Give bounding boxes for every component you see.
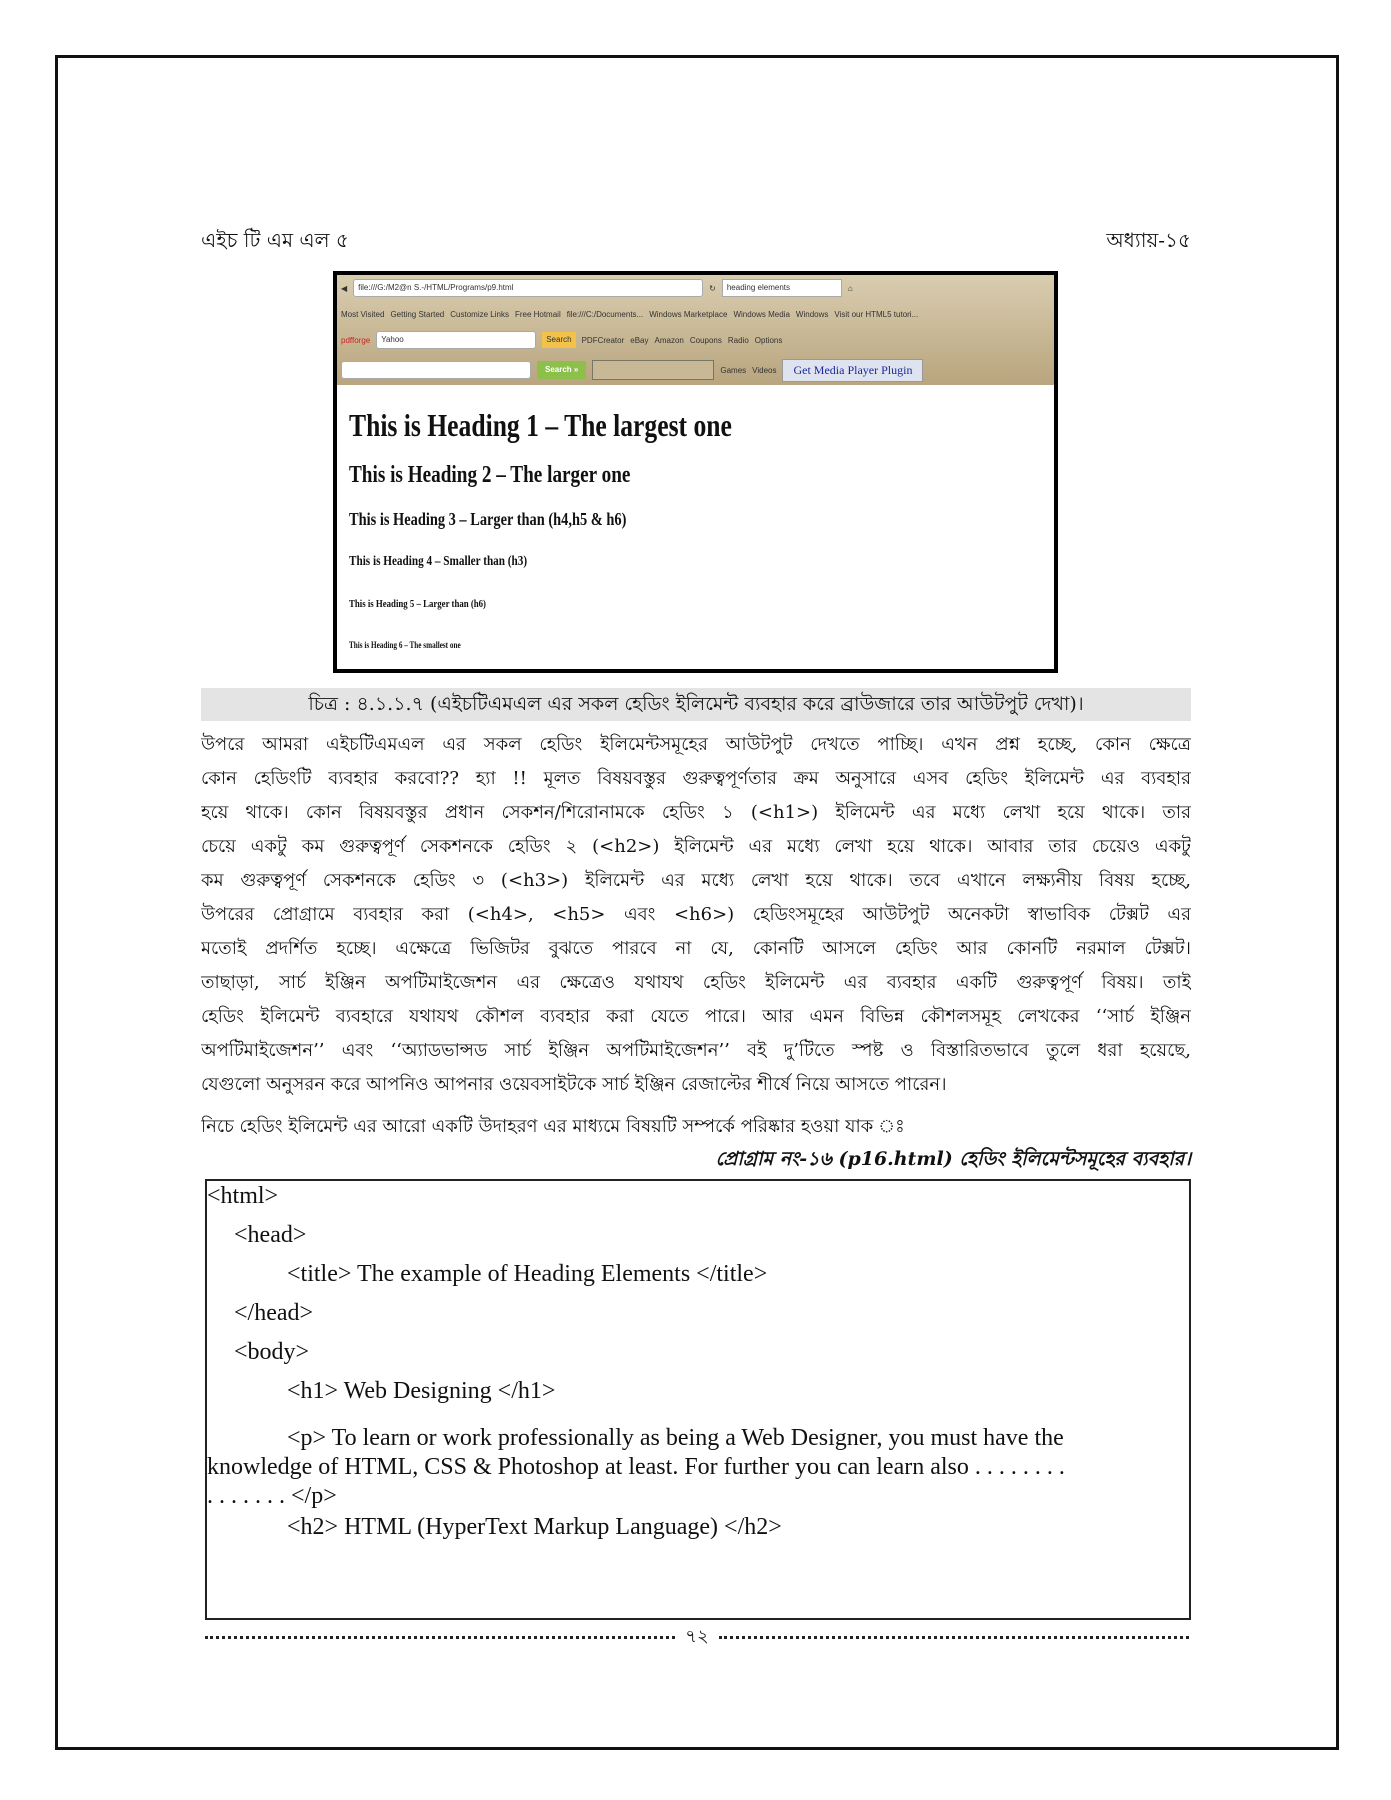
intro-paragraph xyxy=(201,1110,1191,1144)
code-line: knowledge of HTML, CSS & Photoshop at least. For further you can learn also . . . . . . . . xyxy=(207,1454,1065,1480)
body-paragraph xyxy=(201,728,1191,1102)
bookmark: Most Visited xyxy=(341,309,385,319)
text-line: কম গুরুত্বপূর্ণ সেকশনকে হেডিং ৩ (<h3>) ইলিমেন্ট এর মধ্যে লেখা হয়ে থাকে। তবে এখানে লক্ষ্যনীয় বিষয় হচ্ছে, xyxy=(201,870,1191,891)
code-line: <h1> Web Designing </h1> xyxy=(287,1378,556,1404)
text-line: যেগুলো অনুসরন করে আপনিও আপনার ওয়েবসাইটকে সার্চ ইঞ্জিন রেজাল্টের শীর্ষে নিয়ে আসতে পারেন। xyxy=(201,1074,947,1095)
heading-5: This is Heading 5 – Larger than (h6) xyxy=(349,598,486,610)
text-line: অপটিমাইজেশন’’ এবং ‘‘অ্যাডভান্সড সার্চ ইঞ্জিন অপটিমাইজেশন’’ বই দু’টিতে স্পষ্ট ও বিস্তারিতভাবে তুলে ধরা হয়েছে, xyxy=(201,1040,1191,1061)
toolbar-item: Coupons xyxy=(689,335,722,345)
toolbar-item: PDFCreator xyxy=(581,335,625,345)
code-line: . . . . . . . </p> xyxy=(207,1483,337,1509)
bookmark: Free Hotmail xyxy=(514,309,561,319)
figure-caption: চিত্র : ৪.১.১.৭ (এইচটিএমএল এর সকল হেডিং ইলিমেন্ট ব্যবহার করে ব্রাউজারে তার আউটপুট দেখা)। xyxy=(201,688,1191,721)
bookmark: Windows Marketplace xyxy=(649,309,728,319)
toolbar-item: Amazon xyxy=(654,335,684,345)
page-footer xyxy=(205,1622,1189,1653)
dotted-rule xyxy=(719,1636,1189,1639)
heading-4: This is Heading 4 – Smaller than (h3) xyxy=(349,554,528,569)
page-number: ৭২ xyxy=(685,1626,709,1647)
heading-3: This is Heading 3 – Larger than (h4,h5 & h6) xyxy=(349,509,627,529)
text-line: মতোই প্রদর্শিত হচ্ছে। এক্ষেত্রে ভিজিটর বুঝতে পারবে না যে, কোনটি আসলে হেডিং আর কোনটি নরমাল টেক্সট। xyxy=(201,938,1191,959)
heading-2: This is Heading 2 – The larger one xyxy=(349,462,631,488)
browser-chrome xyxy=(337,275,1054,385)
running-header-right: অধ্যায়-১৫ xyxy=(1106,228,1191,252)
home-icon: ⌂ xyxy=(847,283,853,293)
search-box: heading elements xyxy=(722,279,842,297)
toolbar-search-input xyxy=(341,361,531,379)
reload-icon: ↻ xyxy=(709,283,716,293)
toolbar-2 xyxy=(341,357,1050,383)
bookmarks-bar xyxy=(341,303,1050,325)
toolbar xyxy=(341,329,1050,351)
text-line: তাছাড়া, সার্চ ইঞ্জিন অপটিমাইজেশন এর ক্ষেত্রেও যথাযথ হেডিং ইলিমেন্ট এর ব্যবহার একটি গুরুত্বপূর্ণ বিষয়। তাই xyxy=(201,972,1191,993)
text-line: উপরের প্রোগ্রামে ব্যবহার করা (<h4>, <h5> এবং <h6>) হেডিংসমূহের আউটপুট অনেকটা স্বাভাবিক টেক্সট এর xyxy=(201,904,1191,925)
toolbar-item: Search xyxy=(542,332,575,348)
text-line: উপরে আমরা এইচটিএমএল এর সকল হেডিং ইলিমেন্টসমূহের আউটপুট দেখতে পাচ্ছি। এখন প্রশ্ন হচ্ছে, কোন ক্ষেত্রে xyxy=(201,734,1191,755)
program-title: প্রোগ্রাম নং-১৬ (p16.html) হেডিং ইলিমেন্টসমূহের ব্যবহার। xyxy=(715,1148,1191,1170)
toolbar-item: Options xyxy=(754,335,783,345)
code-line: <html> xyxy=(207,1183,279,1209)
text-line: হয়ে থাকে। কোন বিষয়বস্তুর প্রধান সেকশন/শিরোনামকে হেডিং ১ (<h1>) ইলিমেন্ট এর মধ্যে লেখা হয়ে থাকে। তার xyxy=(201,802,1191,823)
videos-link: Videos xyxy=(752,365,777,375)
bookmark: Windows xyxy=(795,309,829,319)
running-header-left: এইচ টি এম এল ৫ xyxy=(201,228,349,252)
text-line: হেডিং ইলিমেন্ট ব্যবহারে যথাযথ কৌশল ব্যবহার করা যেতে পারে। আর এমন বিভিন্ন কৌশলসমূহ লেখকের ‘‘সার্চ ইঞ্জিন xyxy=(201,1006,1191,1027)
code-line: <h2> HTML (HyperText Markup Language) </h2> xyxy=(287,1514,782,1540)
code-line: <head> xyxy=(234,1222,307,1248)
code-listing xyxy=(205,1179,1191,1620)
code-line: </head> xyxy=(234,1300,314,1326)
toolbar-item: Radio xyxy=(727,335,749,345)
code-line: <title> The example of Heading Elements </title> xyxy=(287,1261,768,1287)
back-icon: ◀ xyxy=(341,283,348,293)
toolbar-item: Yahoo xyxy=(376,331,536,349)
browser-screenshot-figure xyxy=(333,271,1058,673)
bookmark: Visit our HTML5 tutori... xyxy=(834,309,919,319)
address-bar: file:///G:/M2@n S.-/HTML/Programs/p9.html xyxy=(353,279,703,297)
heading-1: This is Heading 1 – The largest one xyxy=(349,407,732,443)
bookmark: Customize Links xyxy=(450,309,509,319)
bookmark: Windows Media xyxy=(733,309,790,319)
text-line: নিচে হেডিং ইলিমেন্ট এর আরো একটি উদাহরণ এর মাধ্যমে বিষয়টি সম্পর্কে পরিষ্কার হওয়া যাক ঃ xyxy=(201,1116,905,1137)
browser-content xyxy=(337,407,1054,650)
code-line: <body> xyxy=(234,1339,310,1365)
heading-6: This is Heading 6 – The smallest one xyxy=(349,640,461,650)
toolbar-item: pdfforge xyxy=(341,335,371,345)
text-line: চেয়ে একটু কম গুরুত্বপূর্ণ সেকশনকে হেডিং ২ (<h2>) ইলিমেন্ট এর মধ্যে লেখা হয়ে থাকে। আবার তার চেয়েও একটু xyxy=(201,836,1191,857)
bookmark: Getting Started xyxy=(390,309,445,319)
text-line: কোন হেডিংটি ব্যবহার করবো?? হ্যা !! মূলত বিষয়বস্তুর গুরুত্বপূর্ণতার ক্রম অনুসারে এসব হেডিং ইলিমেন্ট এর ব্যবহার xyxy=(201,768,1191,789)
toolbar-field xyxy=(592,360,714,380)
toolbar-item: eBay xyxy=(630,335,649,345)
code-line: <p> To learn or work professionally as being a Web Designer, you must have the xyxy=(287,1425,1064,1451)
games-link: Games xyxy=(720,365,747,375)
dotted-rule xyxy=(205,1636,675,1639)
media-plugin-button: Get Media Player Plugin xyxy=(782,359,923,382)
toolbar-search-button: Search » xyxy=(537,361,586,379)
bookmark: file:///C:/Documents... xyxy=(566,309,644,319)
